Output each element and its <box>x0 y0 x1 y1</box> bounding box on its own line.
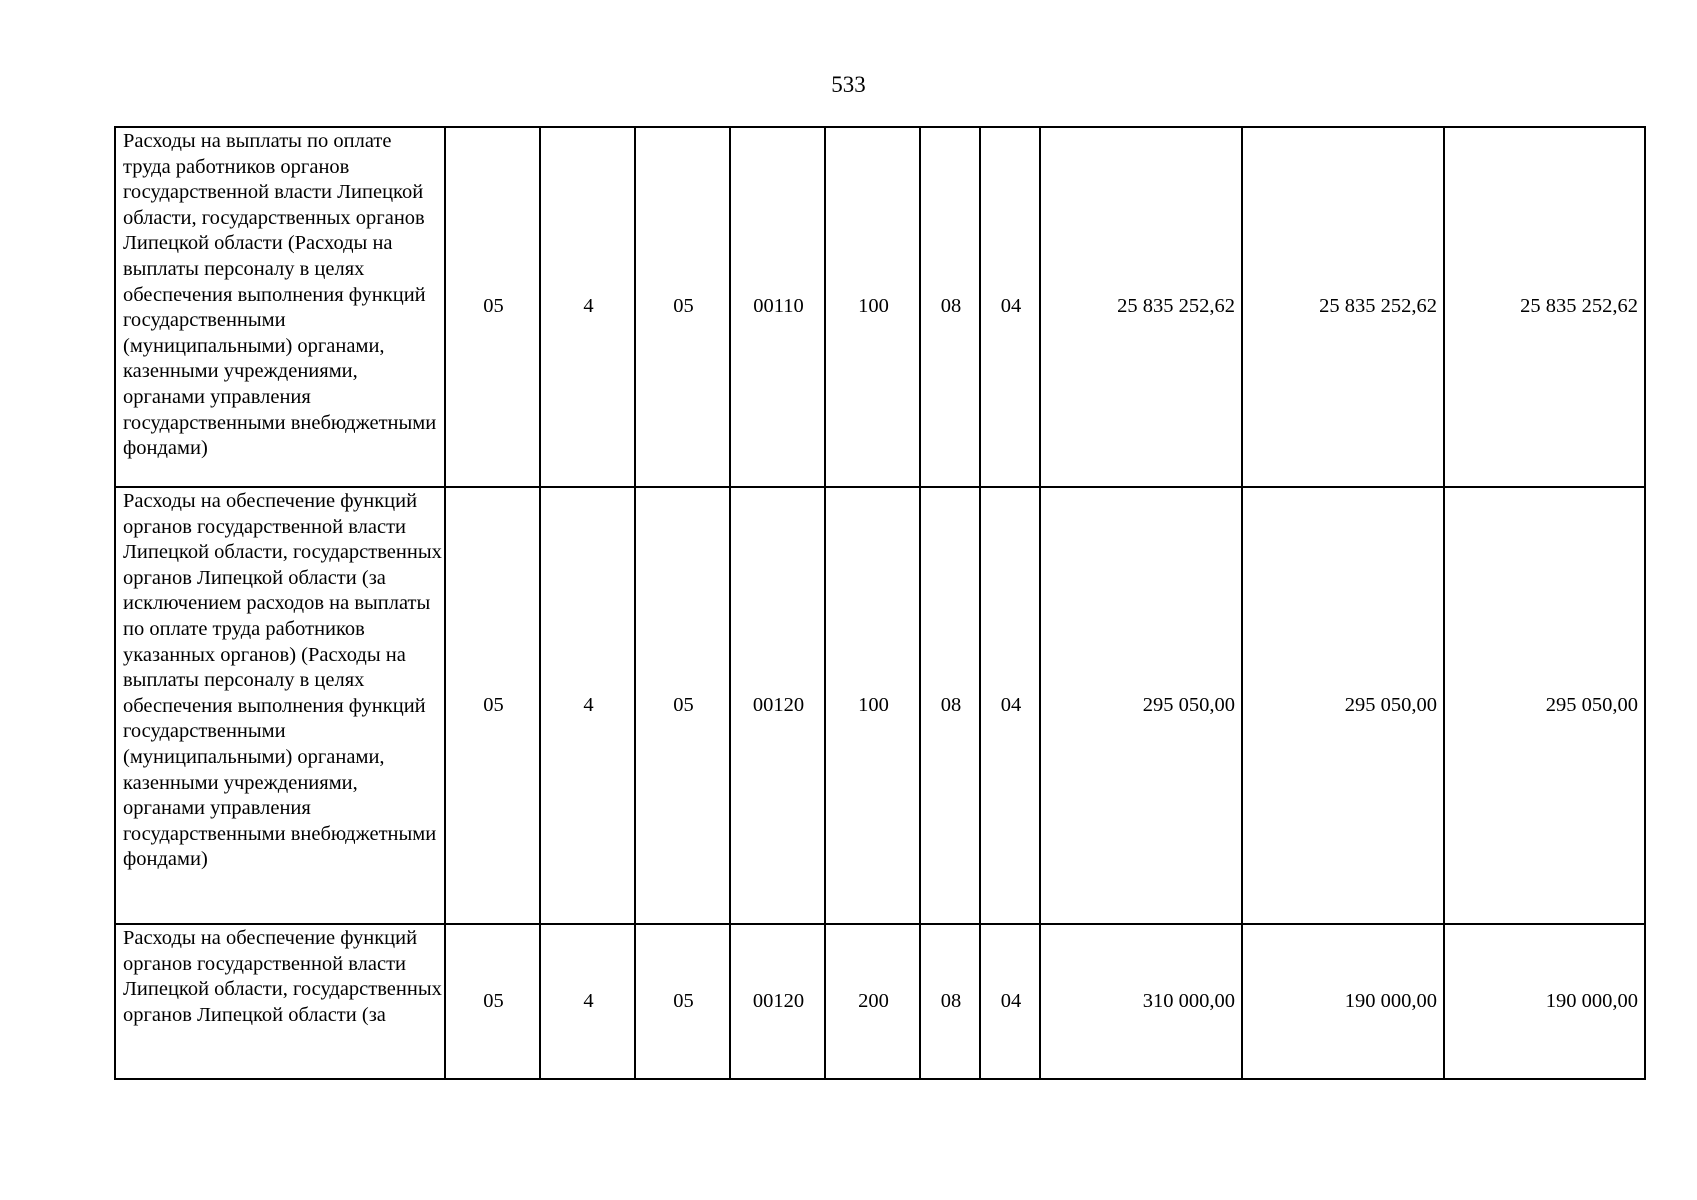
section-code: 08 <box>920 924 980 1079</box>
expense-type-code: 200 <box>825 924 920 1079</box>
amount-year-2: 25 835 252,62 <box>1242 127 1444 487</box>
subsection-code: 04 <box>980 127 1040 487</box>
expense-type-code: 100 <box>825 127 920 487</box>
amount-year-2: 190 000,00 <box>1242 924 1444 1079</box>
main-activity-code: 05 <box>635 127 730 487</box>
budget-table <box>114 126 1646 1080</box>
amount-year-1: 295 050,00 <box>1040 487 1242 924</box>
table-row <box>115 924 1645 1079</box>
program-code: 05 <box>445 924 540 1079</box>
program-code: 05 <box>445 487 540 924</box>
subprogram-code: 4 <box>540 487 635 924</box>
program-code: 05 <box>445 127 540 487</box>
table-row <box>115 487 1645 924</box>
direction-code: 00110 <box>730 127 825 487</box>
subprogram-code: 4 <box>540 924 635 1079</box>
page-number: 533 <box>831 72 866 97</box>
section-code: 08 <box>920 127 980 487</box>
main-activity-code: 05 <box>635 924 730 1079</box>
row-description: Расходы на обеспечение функций органов государственной власти Липецкой области, государственных органов Липецкой области (за исключением расходов на выплаты по оплате труда работников указанных органов) (Расходы на выплаты персоналу в целях обеспечения выполнения функций государственными (муниципальными) органами, казенными учреждениями, органами управления государственными внебюджетными фондами) <box>115 487 445 924</box>
subsection-code: 04 <box>980 487 1040 924</box>
subsection-code: 04 <box>980 924 1040 1079</box>
direction-code: 00120 <box>730 924 825 1079</box>
table-row <box>115 127 1645 487</box>
amount-year-3: 25 835 252,62 <box>1444 127 1645 487</box>
amount-year-3: 295 050,00 <box>1444 487 1645 924</box>
row-description: Расходы на выплаты по оплате труда работников органов государственной власти Липецкой области, государственных органов Липецкой области (Расходы на выплаты персоналу в целях обеспечения выполнения функций государственными (муниципальными) органами, казенными учреждениями, органами управления государственными внебюджетными фондами) <box>115 127 445 487</box>
amount-year-1: 310 000,00 <box>1040 924 1242 1079</box>
expense-type-code: 100 <box>825 487 920 924</box>
amount-year-2: 295 050,00 <box>1242 487 1444 924</box>
row-description: Расходы на обеспечение функций органов государственной власти Липецкой области, государственных органов Липецкой области (за <box>115 924 445 1079</box>
main-activity-code: 05 <box>635 487 730 924</box>
subprogram-code: 4 <box>540 127 635 487</box>
amount-year-3: 190 000,00 <box>1444 924 1645 1079</box>
section-code: 08 <box>920 487 980 924</box>
direction-code: 00120 <box>730 487 825 924</box>
amount-year-1: 25 835 252,62 <box>1040 127 1242 487</box>
